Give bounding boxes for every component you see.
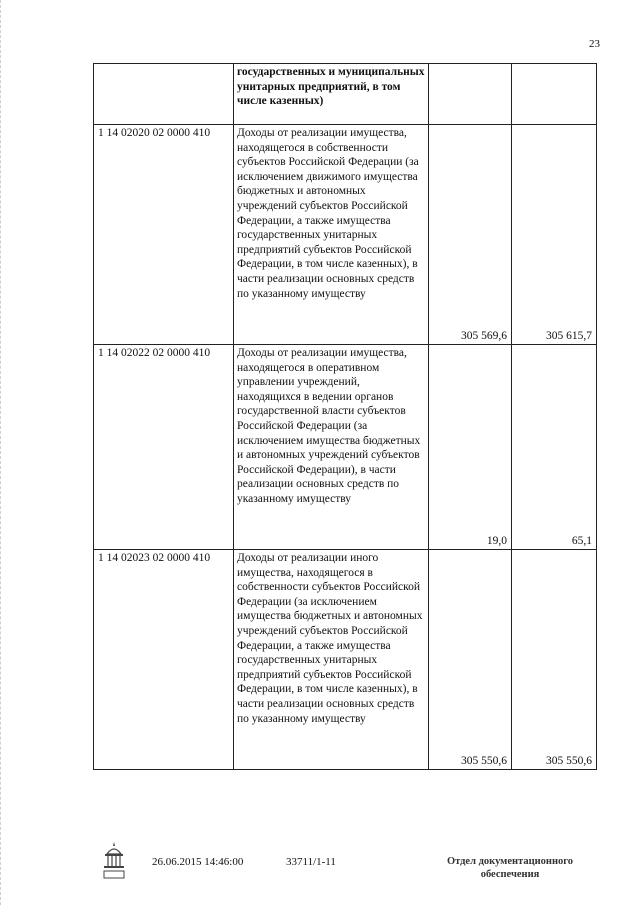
code-cell: 1 14 02022 02 0000 410	[94, 345, 234, 550]
name-cell: Доходы от реализации имущества, находящегося в собственности субъектов Российской Федерации (за исключением движимого имущества бюджетных и автономных учреждений субъектов Российской Федерации, а также имущества государственных унитарных предприятий субъектов Российской Федерации, в том числе казенных), в части реализации основных средств по указанному имуществу	[234, 125, 429, 345]
value1-cell	[429, 64, 512, 125]
duma-building-icon	[102, 840, 126, 885]
department-stamp: Отдел документационного обеспечения	[446, 856, 574, 880]
name-cell: Доходы от реализации иного имущества, находящегося в собственности субъектов Российской Федерации (за исключением имущества бюджетных и автономных учреждений субъектов Российской Федерации, а также имущества государственных унитарных предприятий субъектов Российской Федерации, в том числе казенных), в части реализации основных средств по указанному имуществу	[234, 550, 429, 770]
value1-cell: 19,0	[429, 345, 512, 550]
name-cell: государственных и муниципальных унитарных предприятий, в том числе казенных)	[234, 64, 429, 125]
value1-cell: 305 550,6	[429, 550, 512, 770]
table-row-continued	[94, 64, 597, 125]
code-cell	[94, 64, 234, 125]
value2-cell: 305 550,6	[512, 550, 597, 770]
print-datetime: 26.06.2015 14:46:00	[152, 856, 244, 868]
table-row	[94, 550, 597, 770]
page-edge-line	[0, 0, 2, 905]
page-number: 23	[589, 38, 600, 50]
table-row	[94, 345, 597, 550]
code-cell: 1 14 02020 02 0000 410	[94, 125, 234, 345]
table-row	[94, 125, 597, 345]
name-cell: Доходы от реализации имущества, находящегося в оперативном управлении учреждений, находящихся в ведении органов государственной власти субъектов Российской Федерации (за исключением имущества бюджетных и автономных учреждений субъектов Российской Федерации), в части реализации основных средств по указанному имуществу	[234, 345, 429, 550]
value1-cell: 305 569,6	[429, 125, 512, 345]
code-cell: 1 14 02023 02 0000 410	[94, 550, 234, 770]
value2-cell	[512, 64, 597, 125]
value2-cell: 65,1	[512, 345, 597, 550]
document-number: 33711/1-11	[286, 856, 336, 868]
value2-cell: 305 615,7	[512, 125, 597, 345]
budget-revenue-table	[93, 63, 597, 770]
